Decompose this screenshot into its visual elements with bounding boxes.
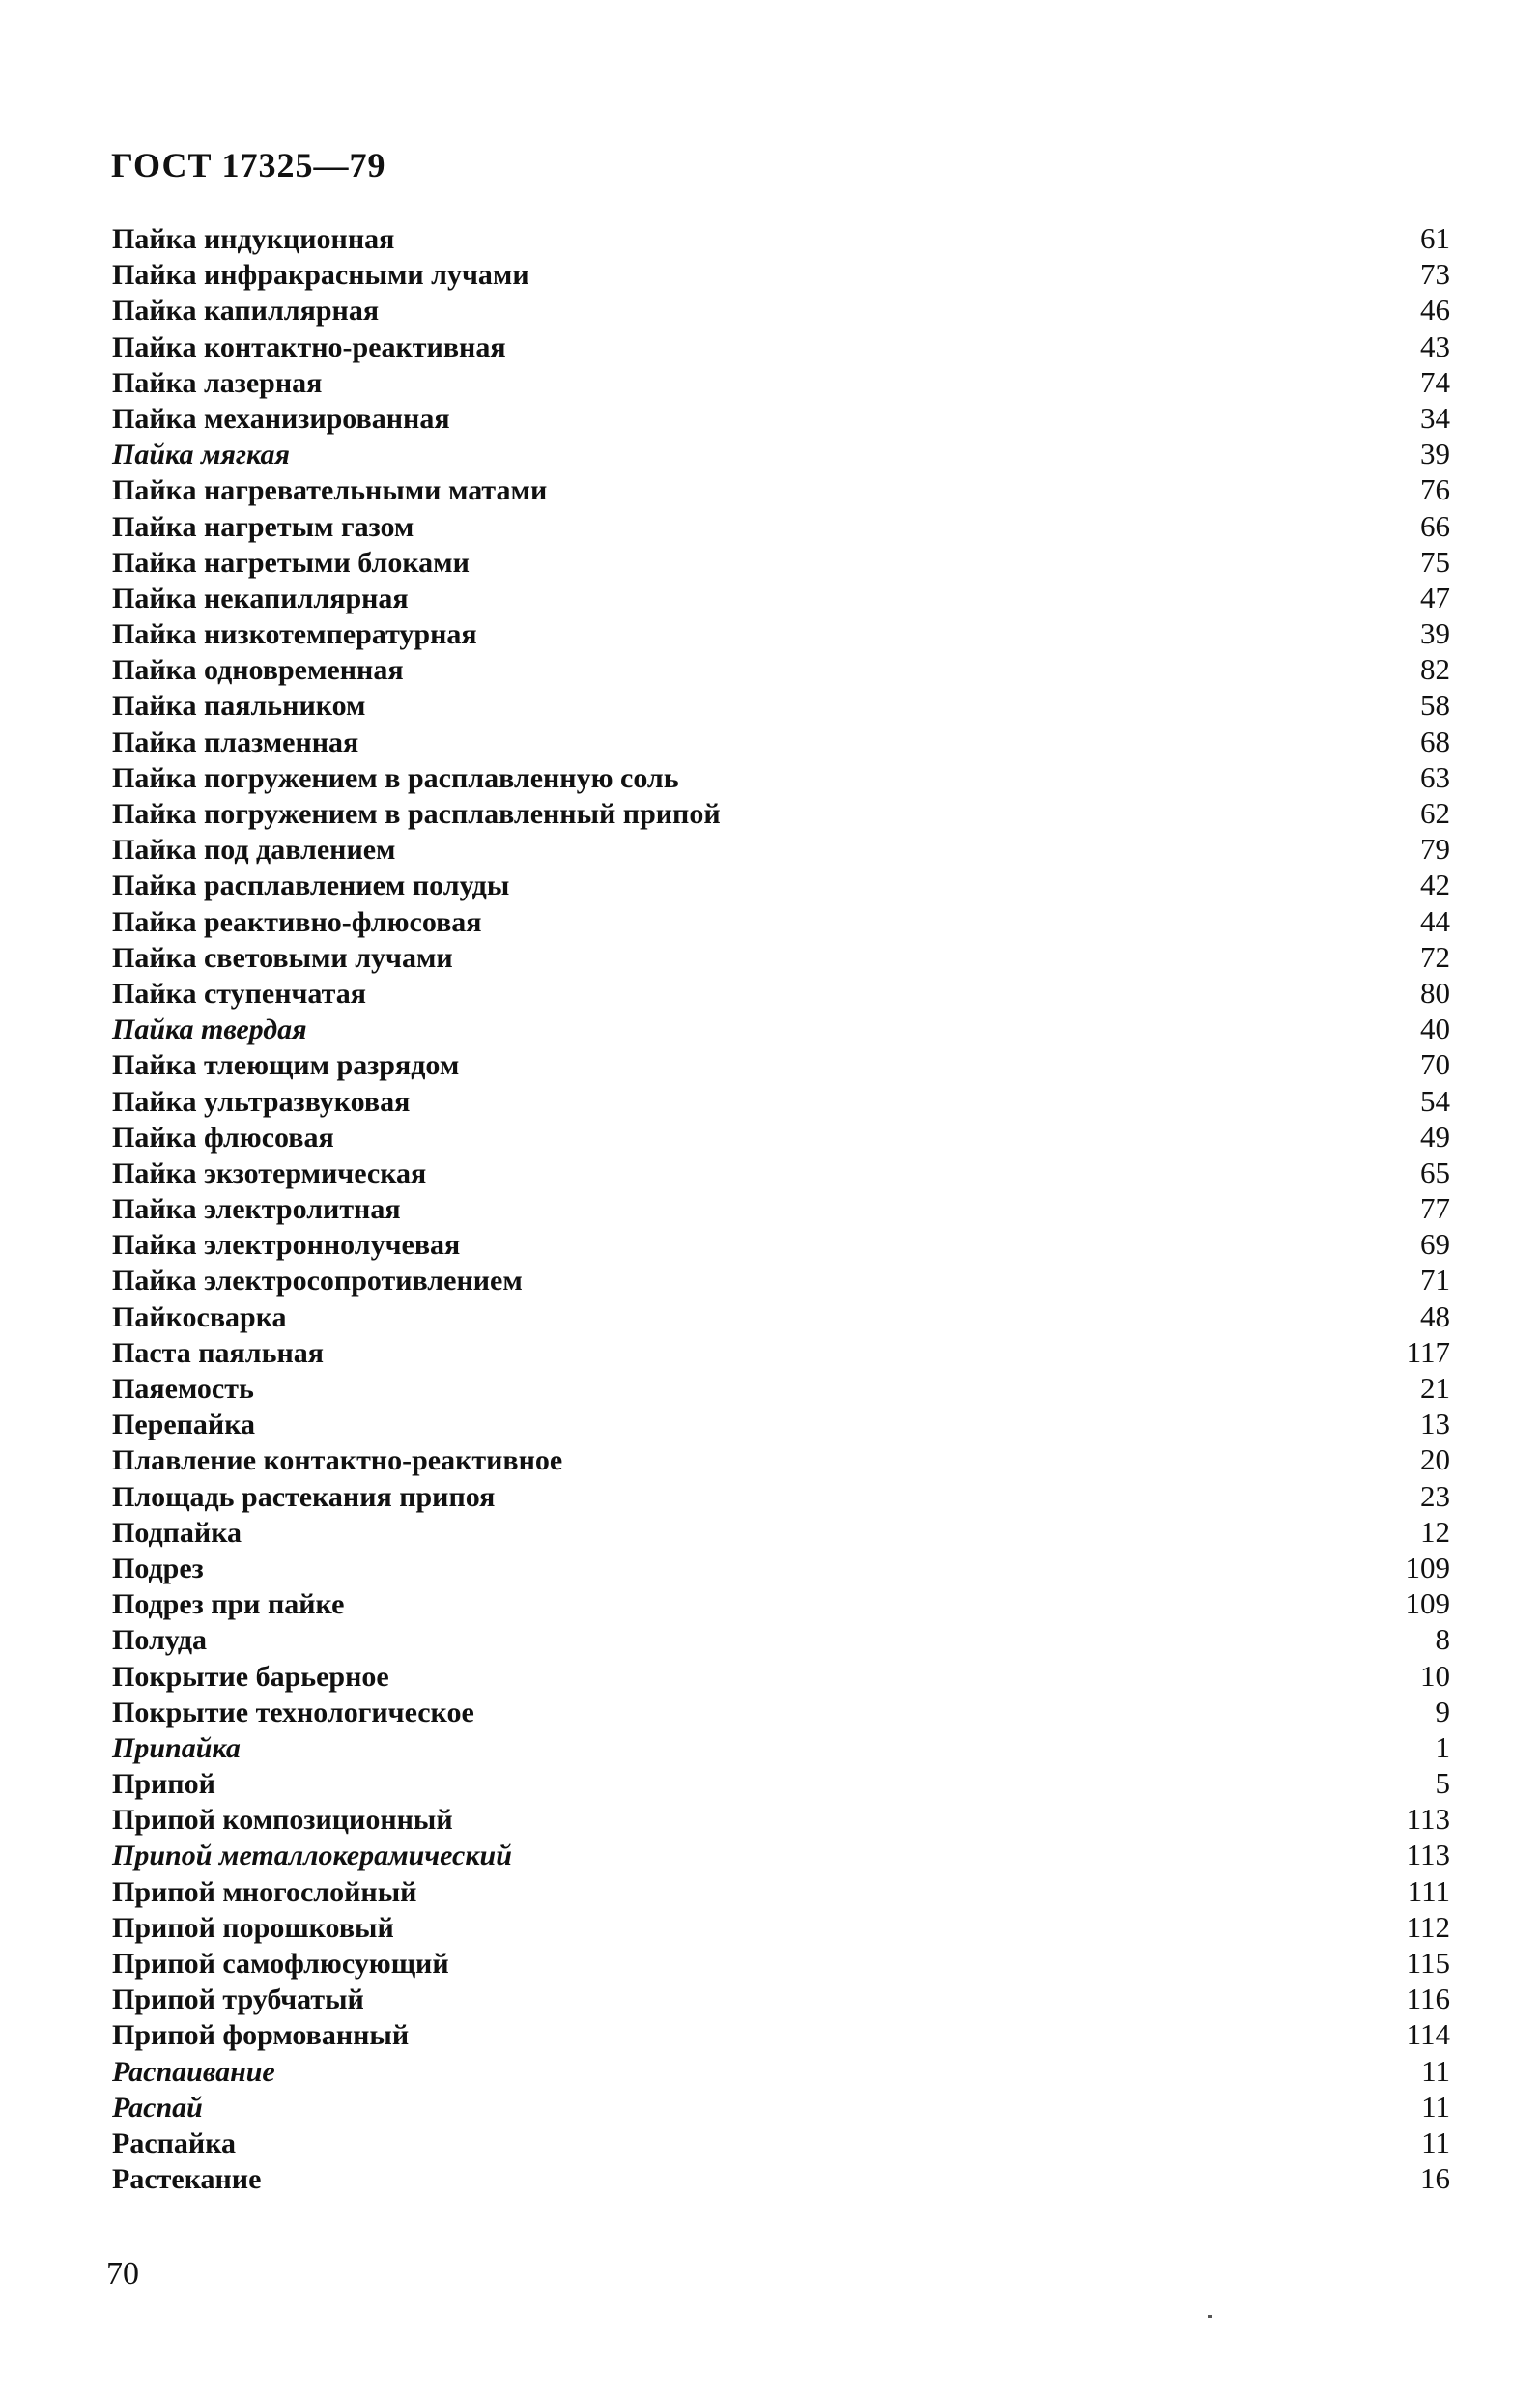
index-entry bbox=[112, 1621, 1450, 1657]
index-entry bbox=[112, 759, 1450, 795]
index-entry bbox=[112, 975, 1450, 1011]
index-term: Припой порошковый bbox=[112, 1911, 394, 1944]
index-term: Припой формованный bbox=[112, 2019, 410, 2052]
index-page-number: 79 bbox=[1420, 832, 1450, 867]
index-term: Подрез bbox=[112, 1552, 204, 1584]
index-page-number: 43 bbox=[1420, 328, 1450, 363]
index-term: Пайкосварка bbox=[112, 1300, 287, 1333]
index-term: Пайка инфракрасными лучами bbox=[112, 259, 529, 292]
index-entry bbox=[112, 1441, 1450, 1477]
index-page-number: 46 bbox=[1420, 293, 1450, 328]
index-page-number: 80 bbox=[1420, 975, 1450, 1010]
index-page-number: 116 bbox=[1406, 1982, 1450, 2016]
index-term: Площадь растекания припоя bbox=[112, 1480, 496, 1513]
page-number: 70 bbox=[106, 2256, 139, 2292]
index-page-number: 109 bbox=[1405, 1586, 1450, 1621]
index-term: Пайка электросопротивлением bbox=[112, 1265, 523, 1298]
index-page-number: 58 bbox=[1420, 688, 1450, 723]
index-term: Пайка одновременная bbox=[112, 654, 404, 687]
index-page-number: 77 bbox=[1420, 1191, 1450, 1226]
page-title: ГОСТ 17325—79 bbox=[111, 146, 386, 185]
index-term: Пайка ультразвуковая bbox=[112, 1085, 411, 1118]
index-entry bbox=[112, 220, 1450, 256]
index-entry bbox=[112, 1765, 1450, 1801]
index-term: Припой bbox=[112, 1768, 215, 1801]
index-page-number: 34 bbox=[1420, 400, 1450, 435]
index-page-number: 48 bbox=[1420, 1298, 1450, 1333]
index-page-number: 70 bbox=[1420, 1047, 1450, 1082]
index-entry bbox=[112, 1873, 1450, 1909]
index-term: Пайка капиллярная bbox=[112, 295, 380, 328]
index-page-number: 113 bbox=[1406, 1802, 1450, 1837]
index-term: Пайка плазменная bbox=[112, 726, 359, 758]
scan-speck bbox=[1208, 2315, 1212, 2318]
index-term: Пайка паяльником bbox=[112, 690, 366, 723]
index-term: Припой самофлюсующий bbox=[112, 1948, 449, 1980]
index-entry bbox=[112, 903, 1450, 939]
index-entry bbox=[112, 831, 1450, 867]
index-page-number: 10 bbox=[1420, 1658, 1450, 1693]
index-entry bbox=[112, 256, 1450, 292]
index-entry bbox=[112, 1155, 1450, 1190]
index-entry bbox=[112, 1406, 1450, 1441]
index-page-number: 1 bbox=[1435, 1729, 1450, 1764]
index-page-number: 21 bbox=[1420, 1371, 1450, 1405]
index-term: Припой композиционный bbox=[112, 1804, 453, 1837]
index-page-number: 69 bbox=[1420, 1227, 1450, 1262]
index-entry bbox=[112, 1262, 1450, 1298]
index-entry bbox=[112, 1585, 1450, 1621]
index-page-number: 42 bbox=[1420, 868, 1450, 902]
index-page-number: 23 bbox=[1420, 1478, 1450, 1513]
index-page-number: 75 bbox=[1420, 544, 1450, 579]
index-term: Припой трубчатый bbox=[112, 1983, 364, 2016]
index-entry bbox=[112, 1046, 1450, 1082]
index-term: Перепайка bbox=[112, 1409, 256, 1441]
index-page-number: 113 bbox=[1406, 1838, 1450, 1872]
index-term: Пайка индукционная bbox=[112, 223, 395, 255]
index-term: Пайка лазерная bbox=[112, 366, 323, 399]
index-entry bbox=[112, 544, 1450, 580]
index-page-number: 11 bbox=[1421, 2089, 1450, 2124]
index-term: Пайка экзотермическая bbox=[112, 1156, 427, 1189]
index-entry bbox=[112, 1011, 1450, 1046]
index-term: Пайка флюсовая bbox=[112, 1121, 334, 1154]
index-entry bbox=[112, 1190, 1450, 1226]
index-entry bbox=[112, 2089, 1450, 2125]
index-term: Припой многослойный bbox=[112, 1875, 417, 1908]
index-entry bbox=[112, 1909, 1450, 1945]
index-entry bbox=[112, 867, 1450, 902]
index-entry bbox=[112, 328, 1450, 364]
index-term: Пайка световыми лучами bbox=[112, 941, 453, 974]
index-page-number: 16 bbox=[1420, 2161, 1450, 2196]
index-entry bbox=[112, 508, 1450, 544]
index-page-number: 44 bbox=[1420, 903, 1450, 938]
index-page-number: 72 bbox=[1420, 939, 1450, 974]
index-page-number: 82 bbox=[1420, 652, 1450, 687]
index-entry bbox=[112, 1945, 1450, 1981]
index-term: Распаивание bbox=[112, 2055, 275, 2088]
index-page-number: 11 bbox=[1421, 2053, 1450, 2088]
index-page-number: 39 bbox=[1420, 437, 1450, 471]
index-page-number: 13 bbox=[1420, 1407, 1450, 1441]
index-term: Пайка механизированная bbox=[112, 402, 450, 435]
index-term: Паста паяльная bbox=[112, 1336, 324, 1369]
index-term: Подрез при пайке bbox=[112, 1588, 345, 1621]
index-entry bbox=[112, 1550, 1450, 1585]
index-term: Пайка реактивно-флюсовая bbox=[112, 905, 482, 938]
index-term: Покрытие технологическое bbox=[112, 1696, 474, 1728]
term-index-list bbox=[112, 220, 1450, 2196]
index-term: Пайка мягкая bbox=[112, 439, 290, 471]
index-entry bbox=[112, 1334, 1450, 1370]
index-entry bbox=[112, 471, 1450, 507]
index-page-number: 61 bbox=[1420, 221, 1450, 255]
index-term: Полуда bbox=[112, 1624, 208, 1657]
index-term: Растекание bbox=[112, 2163, 262, 2196]
index-term: Пайка электроннолучевая bbox=[112, 1229, 461, 1262]
index-page-number: 47 bbox=[1420, 580, 1450, 614]
index-page-number: 20 bbox=[1420, 1442, 1450, 1477]
index-entry bbox=[112, 1514, 1450, 1550]
index-term: Пайка твердая bbox=[112, 1013, 307, 1046]
index-entry bbox=[112, 1083, 1450, 1119]
index-entry bbox=[112, 724, 1450, 759]
index-term: Распайка bbox=[112, 2126, 237, 2159]
index-entry bbox=[112, 1658, 1450, 1694]
index-entry bbox=[112, 795, 1450, 831]
index-page-number: 9 bbox=[1435, 1694, 1450, 1728]
index-term: Пайка некапиллярная bbox=[112, 582, 409, 614]
index-entry bbox=[112, 292, 1450, 328]
index-page-number: 109 bbox=[1405, 1550, 1450, 1584]
index-page-number: 12 bbox=[1420, 1514, 1450, 1549]
index-entry bbox=[112, 2016, 1450, 2052]
index-page-number: 73 bbox=[1420, 257, 1450, 292]
index-page-number: 49 bbox=[1420, 1119, 1450, 1154]
index-page-number: 112 bbox=[1406, 1909, 1450, 1944]
index-term: Припой металлокерамический bbox=[112, 1840, 512, 1872]
index-entry bbox=[112, 2053, 1450, 2089]
index-term: Пайка ступенчатая bbox=[112, 977, 366, 1010]
index-page-number: 74 bbox=[1420, 364, 1450, 399]
index-page-number: 65 bbox=[1420, 1155, 1450, 1189]
index-page-number: 63 bbox=[1420, 759, 1450, 794]
index-entry bbox=[112, 400, 1450, 436]
index-term: Пайка нагретым газом bbox=[112, 510, 414, 543]
index-entry bbox=[112, 1370, 1450, 1406]
index-entry bbox=[112, 1226, 1450, 1262]
index-entry bbox=[112, 615, 1450, 651]
index-term: Пайка низкотемпературная bbox=[112, 618, 477, 651]
index-entry bbox=[112, 2160, 1450, 2196]
index-page-number: 68 bbox=[1420, 724, 1450, 758]
index-entry bbox=[112, 580, 1450, 615]
index-page-number: 54 bbox=[1420, 1083, 1450, 1118]
index-entry bbox=[112, 1298, 1450, 1334]
index-term: Пайка погружением в расплавленный припой bbox=[112, 798, 721, 830]
index-entry bbox=[112, 436, 1450, 471]
index-term: Пайка нагревательными матами bbox=[112, 474, 548, 507]
index-page-number: 111 bbox=[1407, 1873, 1450, 1908]
index-entry bbox=[112, 2125, 1450, 2160]
index-page-number: 39 bbox=[1420, 616, 1450, 651]
index-page-number: 117 bbox=[1406, 1334, 1450, 1369]
index-entry bbox=[112, 1694, 1450, 1729]
index-entry bbox=[112, 1981, 1450, 2016]
index-term: Пайка контактно-реактивная bbox=[112, 330, 506, 363]
index-entry bbox=[112, 1119, 1450, 1155]
index-entry bbox=[112, 651, 1450, 687]
index-entry bbox=[112, 687, 1450, 723]
index-term: Подпайка bbox=[112, 1516, 242, 1549]
index-term: Паяемость bbox=[112, 1373, 254, 1405]
index-term: Припайка bbox=[112, 1731, 241, 1764]
index-term: Пайка расплавлением полуды bbox=[112, 870, 510, 902]
index-page-number: 115 bbox=[1406, 1946, 1450, 1980]
index-entry bbox=[112, 1478, 1450, 1514]
index-entry bbox=[112, 939, 1450, 975]
index-page-number: 40 bbox=[1420, 1012, 1450, 1046]
index-term: Распай bbox=[112, 2091, 203, 2124]
index-entry bbox=[112, 1801, 1450, 1837]
index-term: Пайка под давлением bbox=[112, 834, 396, 867]
index-page-number: 62 bbox=[1420, 796, 1450, 830]
index-page-number: 71 bbox=[1420, 1263, 1450, 1298]
index-page-number: 114 bbox=[1406, 2017, 1450, 2052]
index-entry bbox=[112, 364, 1450, 400]
index-term: Плавление контактно-реактивное bbox=[112, 1444, 563, 1477]
index-page-number: 5 bbox=[1435, 1766, 1450, 1801]
index-term: Пайка нагретыми блоками bbox=[112, 546, 470, 579]
index-entry bbox=[112, 1729, 1450, 1765]
index-page-number: 11 bbox=[1421, 2125, 1450, 2159]
index-term: Пайка электролитная bbox=[112, 1193, 401, 1226]
index-term: Пайка погружением в расплавленную соль bbox=[112, 761, 679, 794]
index-entry bbox=[112, 1837, 1450, 1872]
index-page-number: 66 bbox=[1420, 508, 1450, 543]
index-page-number: 8 bbox=[1435, 1622, 1450, 1657]
index-term: Покрытие барьерное bbox=[112, 1660, 389, 1693]
index-term: Пайка тлеющим разрядом bbox=[112, 1049, 460, 1082]
index-page-number: 76 bbox=[1420, 472, 1450, 507]
